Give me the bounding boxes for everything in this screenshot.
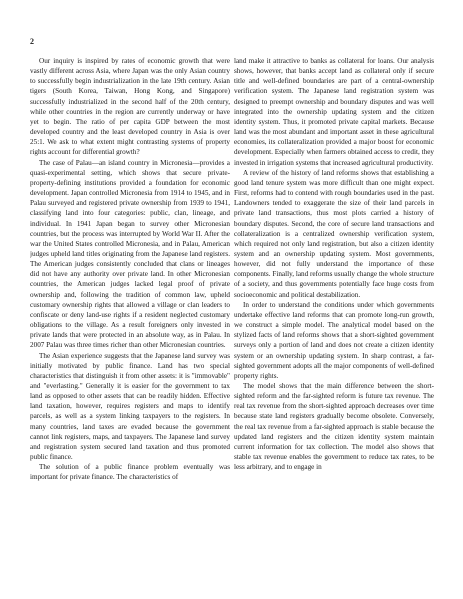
paragraph: The case of Palau—an island country in Micronesia—provides a quasi-experimental setting, which shows that secure private-property-defining institutions provided a foundation for economic development. Japan controlled Micronesia from 1914 to 1945, and in Palau surveyed and registered private ownership from 1939 to 1941, classifying land into four categories: public, clan, lineage, and individual. In 1941 Japan began to survey other Micronesian countries, but the process was interrupted by World War II. After the war the United States controlled Micronesia, and in Palau, American judges upheld land titles originating from the Japanese land registers. The American judges consistently concluded that clans or lineages did not have any authority over private land. In other Micronesian countries, the American judges lacked legal proof of private ownership and, following the tradition of common law, upheld customary ownership rights that allowed a village or clan leaders to confiscate or deny land-use rights if a resident neglected customary obligations to the village. As a result foreigners only invested in private lands that were protected in an absolute way, as in Palau. In 2007 Palau was three times richer than other Micronesian countries. [30,158,230,350]
paragraph: The model shows that the main difference between the short-sighted reform and the far-sighted reform is future tax revenue. The real tax revenue from the short-sighted approach decreases over time because state land registers gradually become obsolete. Conversely, the real tax revenue from a far-sighted approach is stable because the updated land registers and the citizen identity system maintain current information for tax collection. The model also shows that stable tax revenue enables the government to reduce tax rates, to be less arbitrary, and to engage in [234,382,434,472]
right-column [234,56,434,586]
paragraph: The solution of a public finance problem eventually was important for private finance. The characteristics of [30,463,230,482]
paragraph: A review of the history of land reforms shows that establishing a good land tenure system was more difficult than one might expect. First, reforms had to contend with rough boundaries used in the past. Landowners tended to exaggerate the size of their land parcels in private land transactions, thus most plots carried a history of boundary disputes. Second, the core of secure land transactions and collateralization is a centralized ownership verification system, which required not only land registration, but also a citizen identity system and an ownership updating system. Most governments, however, did not fully understand the importance of these components. Finally, land reforms usually change the whole structure of a society, and thus governments potentially face huge costs from socioeconomic and political destabilization. [234,168,434,299]
paragraph-continuation: land make it attractive to banks as collateral for loans. Our analysis shows, however, that banks accept land as collateral only if secure title and well-defined boundaries are part of a central-ownership verification system. The Japanese land registration system was designed to preempt ownership and boundary disputes and was well integrated into the ownership updating system and the citizen identity system. Thus, it promoted private capital markets. Because land was the most abundant and important asset in these agricultural economies, its collateralization provided a major boost for economic development. Especially when farmers obtained access to credit, they invested in irrigation systems that increased agricultural productivity. [234,57,434,167]
paragraph: Our inquiry is inspired by rates of economic growth that were vastly different across Asia, where Japan was the only Asian country to successfully begin industrialization in the late 19th century. Asian tigers (South Korea, Taiwan, Hong Kong, and Singapore) successfully industrialized in the second half of the 20th century, while other countries in the region are currently underway or have yet to begin. The ratio of per capita GDP between the most developed country and the least developed country in Asia is over 25:1. We ask to what extent might contrasting systems of property rights account for differential growth? [30,57,230,157]
paragraph: The Asian experience suggests that the Japanese land survey was initially motivated by public finance. Land has two special characteristics that distinguish it from other assets: it is "immovable" and "everlasting." Generally it is easier for the government to tax land as opposed to other assets that can be readily hidden. Effective land taxation, however, requires registers and maps to identify parcels, as well as a system linking taxpayers to the registers. In many countries, land taxes are evaded because the government cannot link registers, maps, and taxpayers. The Japanese land survey and registration system secured land taxation and thus promoted public finance. [30,351,230,462]
page-number: 2 [30,37,34,46]
paragraph: In order to understand the conditions under which governments undertake effective land reforms that can promote long-run growth, we construct a simple model. The analytical model based on the stylized facts of land reforms shows that a short-sighted government surveys only a portion of land and does not create a citizen identity system or an ownership updating system. In sharp contrast, a far-sighted government adopts all the major components of well-defined property rights. [234,300,434,380]
left-column [30,56,230,586]
